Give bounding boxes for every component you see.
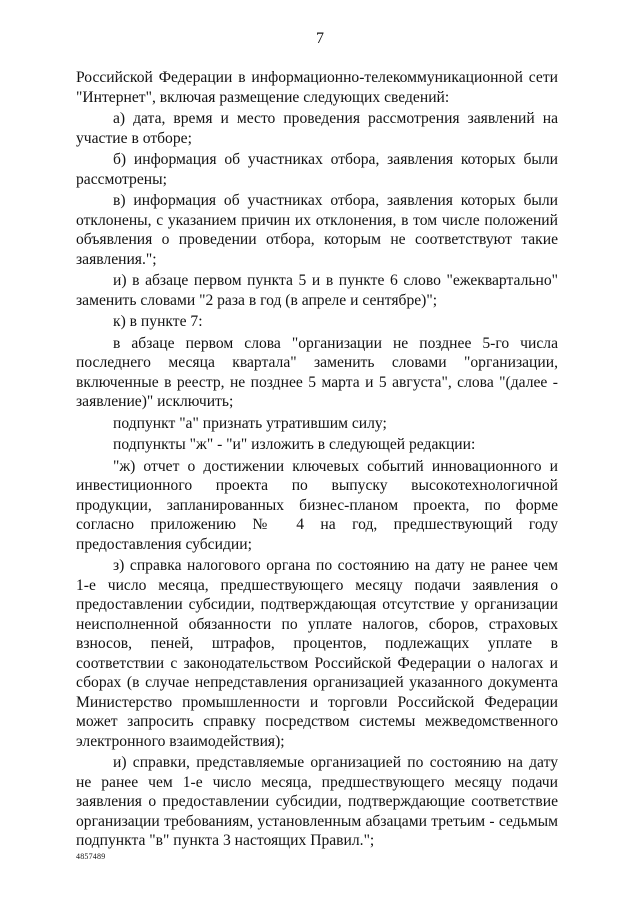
document-body: [76, 68, 558, 851]
page-number: 7: [316, 30, 324, 47]
paragraph: а) дата, время и место проведения рассмотрения заявлений на участие в отборе;: [76, 110, 558, 147]
paragraph: Российской Федерации в информационно-телекоммуникационной сети "Интернет", включая размещение следующих сведений:: [76, 69, 558, 106]
document-id: 4857489: [76, 852, 106, 861]
paragraph: подпункты "ж" - "и" изложить в следующей редакции:: [113, 436, 476, 453]
paragraph: подпункт "а" признать утратившим силу;: [113, 414, 387, 432]
paragraph: и) в абзаце первом пункта 5 и в пункте 6 слово "ежеквартально" заменить словами "2 раза в год (в апреле и сентябре)";: [76, 272, 558, 309]
paragraph: в) информация об участниках отбора, заявления которых были отклонены, с указанием причин их отклонения, в том числе положений объявления о проведении отбора, которым не соответствуют такие заявления.";: [76, 192, 558, 268]
paragraph: и) справки, представляемые организацией по состоянию на дату не ранее чем 1-е число месяца, предшествующего месяцу подачи заявления о предоставлении субсидии, подтверждающие соответствие организации требованиям, установленным абзацами третьим - седьмым подпункта "в" пункта 3 настоящих Правил.";: [76, 754, 558, 849]
paragraph: б) информация об участниках отбора, заявления которых были рассмотрены;: [76, 151, 558, 188]
paragraph: "ж) отчет о достижении ключевых событий инновационного и инвестиционного проекта по выпуску высокотехнологичной продукции, запланированных бизнес-планом проекта, по форме согласно приложению № 4 на год, предшествующий году предоставления субсидии;: [76, 457, 558, 553]
paragraph: з) справка налогового органа по состоянию на дату не ранее чем 1-е число месяца, предшествующего месяцу подачи заявления о предоставлении субсидии, подтверждающая отсутствие у организации неисполненной обязанности по уплате налогов, сборов, страховых взносов, пеней, штрафов, процентов, подлежащих уплате в соответствии с законодательством Российской Федерации о налогах и сборах (в случае непредставления организацией указанного документа Министерство промышленности и торговли Российской Федерации может запросить справку посредством системы межведомственного электронного взаимодействия);: [76, 557, 558, 750]
paragraph: к) в пункте 7:: [113, 313, 203, 330]
paragraph: в абзаце первом слова "организации не позднее 5-го числа последнего месяца квартала" заменить словами "организации, включенные в реестр, не позднее 5 марта и 5 августа", слова "(далее - заявление)" исключить;: [76, 334, 558, 410]
